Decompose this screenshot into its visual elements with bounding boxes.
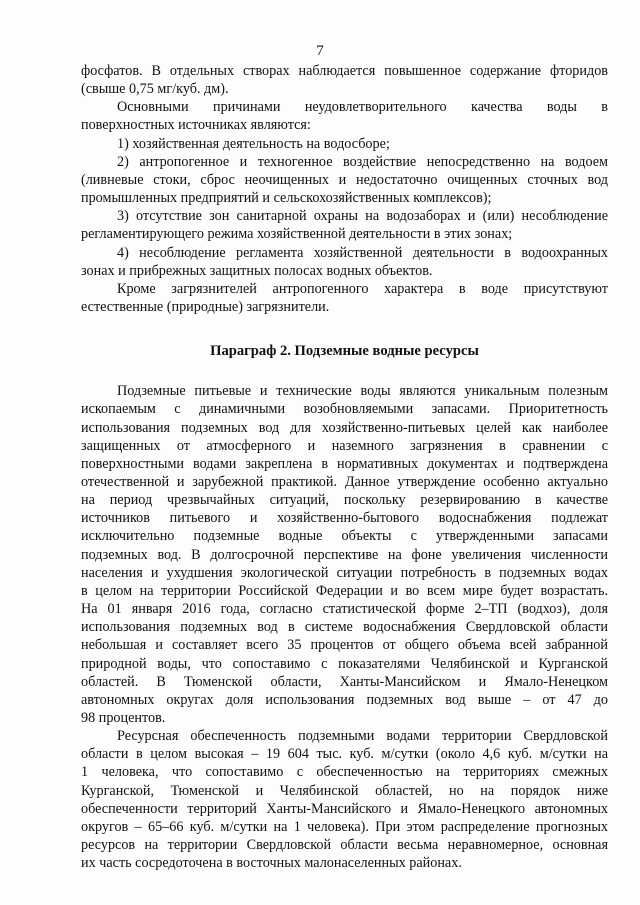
text-line: регламентирующего режима хозяйственной деятельности в этих зонах; [81,226,513,243]
text-line: подземных вод. В долгосрочной перспективе на фоне увеличения численности [81,546,608,563]
text-line: небольшая и составляет всего 35 процентов от общего объема всей забранной [81,637,608,654]
text-line: населения и ухудшения экологической ситуации потребность в подземных водах [81,564,608,581]
text-line: Кроме загрязнителей антропогенного характера в воде присутствуют [117,280,608,297]
text-line: 1 человека, что сопоставимо с обеспеченностью на территориях смежных [81,764,608,781]
section-heading: Параграф 2. Подземные водные ресурсы [210,343,479,360]
text-line: исключительно подземные водные объекты с утвержденными запасами [81,528,608,545]
text-line: зонах и прибрежных защитных полосах водных объектов. [81,262,433,279]
text-line: фосфатов. В отдельных створах наблюдается повышенное содержание фторидов [81,63,608,79]
text-line: ископаемым с динамичными возобновляемыми запасами. Приоритетность [81,401,608,418]
text-line: природной воды, что сопоставимо с показателями Челябинской и Курганской [81,655,608,672]
section-groundwater-text [81,382,608,872]
text-line: промышленных предприятий и сельскохозяйственных комплексов); [81,190,492,207]
text-line: естественные (природные) загрязнители. [81,299,330,316]
text-line: поверхностных источниках являются: [81,117,311,134]
text-line: защищенных от атмосферного и наземного загрязнения в сравнении с [81,437,608,454]
text-line: округов – 65–66 куб. м/сутки на 1 человека). При этом распределение прогнозных [81,818,608,835]
text-line: Подземные питьевые и технические воды являются уникальным полезным [117,383,608,400]
section-surface-water-text [81,62,608,316]
document-body [81,62,608,872]
text-line: Ресурсная обеспеченность подземными водами территории Свердловской [117,728,608,745]
text-line: 2) антропогенное и техногенное воздействие непосредственно на водоем [117,153,608,170]
text-line: источников питьевого и хозяйственно-бытового водоснабжения подлежат [81,510,608,527]
text-line: 98 процентов. [81,710,166,726]
text-line: Основными причинами неудовлетворительного качества воды в [117,99,608,116]
text-line: использования подземных вод для хозяйственно-питьевых целей как наиболее [81,419,608,436]
text-line: в целом на территории Российской Федерации и во всем мире будет возрастать. [81,582,608,599]
text-line: использования подземных вод в системе водоснабжения Свердловской области [81,619,608,636]
text-line: автономных округах доля использования подземных вод выше – от 47 до [81,691,608,708]
text-line: поверхностными водами закреплена в нормативных документах и подтверждена [81,455,608,472]
text-line: области в целом высокая – 19 604 тыс. куб. м/сутки (около 4,6 куб. м/сутки на [81,746,608,763]
text-line: 4) несоблюдение регламента хозяйственной деятельности в водоохранных [117,244,608,261]
text-line: обеспеченности территорий Ханты-Мансийского и Ямало-Ненецкого автономных [81,800,608,817]
text-line: 3) отсутствие зон санитарной охраны на водозаборах и (или) несоблюдение [117,208,608,225]
text-line: на период чрезвычайных ситуаций, поскольку резервированию в качестве [81,492,608,509]
text-line: (свыше 0,75 мг/куб. дм). [81,81,229,98]
text-line: ресурсов на территории Свердловской области весьма неравномерное, основная [81,837,608,854]
page-number: 7 [316,43,324,59]
text-line: На 01 января 2016 года, согласно статистической форме 2–ТП (водхоз), доля [81,601,608,618]
text-line: 1) хозяйственная деятельность на водосборе; [117,135,390,152]
text-line: (ливневые стоки, сброс неочищенных и недостаточно очищенных сточных вод [81,171,608,188]
text-line: Курганской, Тюменской и Челябинской областей, но на порядок ниже [81,782,608,799]
text-line: областей. В Тюменской области, Ханты-Мансийском и Ямало-Ненецком [81,673,608,690]
text-line: их часть сосредоточена в восточных малонаселенных районах. [81,855,462,872]
text-line: отечественной и зарубежной практикой. Данное утверждение особенно актуально [81,473,608,490]
